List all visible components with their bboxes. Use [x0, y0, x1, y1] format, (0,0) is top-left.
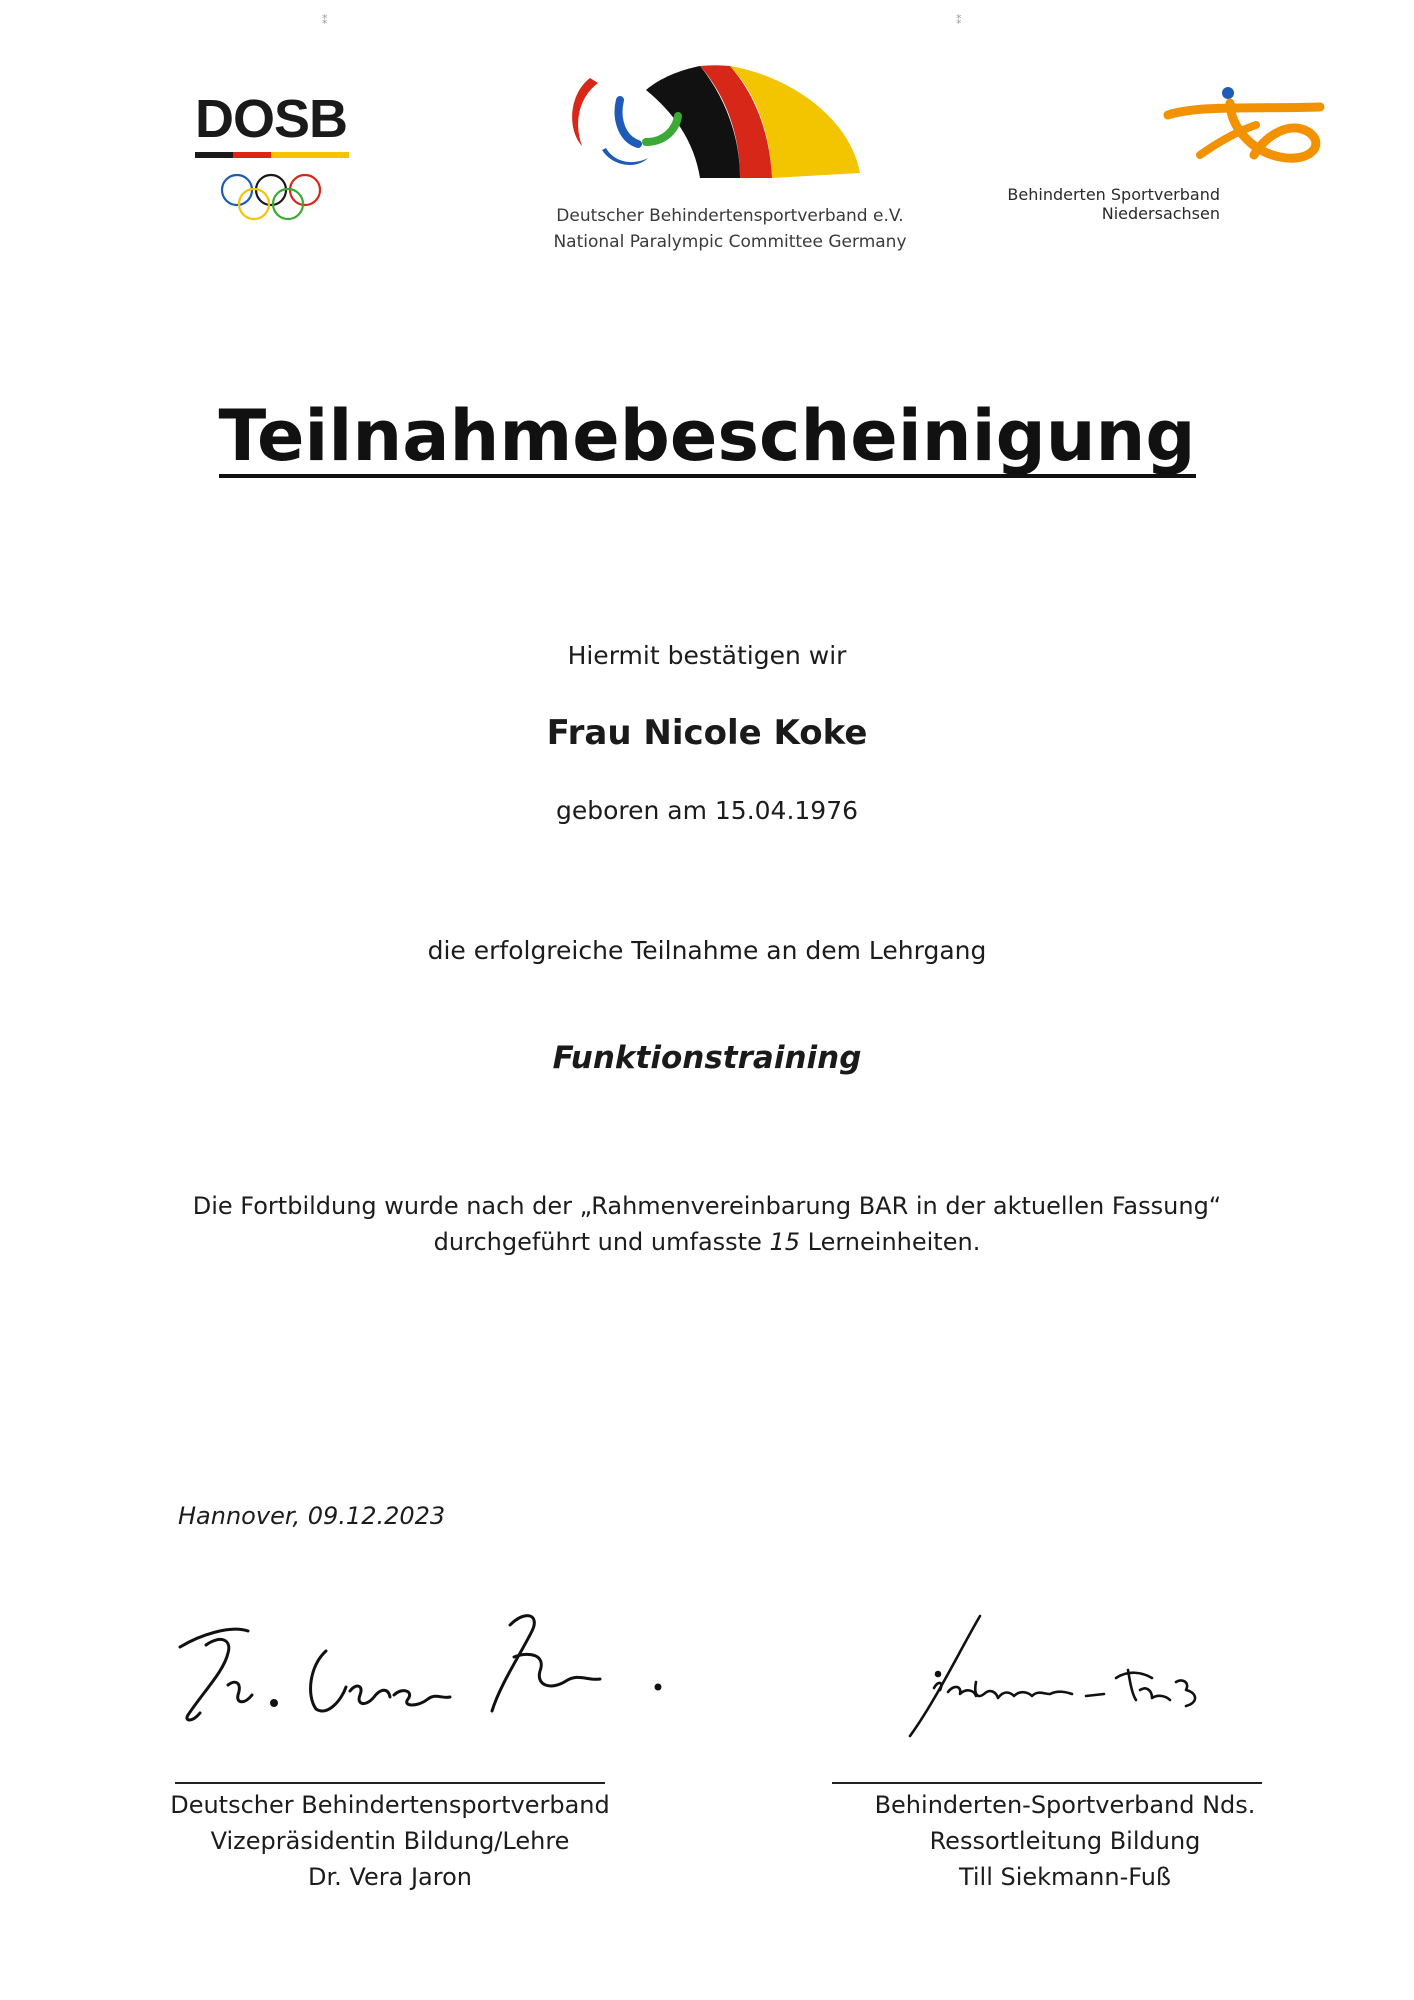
place-and-date: Hannover, 09.12.2023: [178, 1502, 446, 1530]
course-description: [0, 1188, 1414, 1260]
signature-left-image: [170, 1595, 670, 1745]
punch-mark: ⁑: [322, 14, 328, 27]
course-description-line2: [0, 1224, 1414, 1260]
signature-left-line3: Dr. Vera Jaron: [308, 1863, 472, 1891]
intro-text: Hiermit bestätigen wir: [567, 641, 847, 670]
signature-right-line1: Behinderten-Sportverband Nds.: [874, 1791, 1256, 1819]
signature-line-left: [175, 1782, 605, 1784]
signature-left-line2: Vizepräsidentin Bildung/Lehre: [210, 1827, 570, 1855]
signature-left-line1: Deutscher Behindertensportverband: [170, 1791, 610, 1819]
course-description-line2-start: durchgeführt und umfasste: [433, 1228, 770, 1256]
course-name: Funktionstraining: [552, 1040, 862, 1076]
bsn-caption: [990, 185, 1220, 223]
bsn-logo: [1160, 85, 1330, 180]
signature-block-right: [820, 1787, 1310, 1895]
dbs-caption: [540, 203, 920, 255]
participation-text: die erfolgreiche Teilnahme an dem Lehrgang: [427, 936, 987, 965]
dbs-paralympic-logo: [560, 58, 920, 188]
signature-block-left: [145, 1787, 635, 1895]
course-description-line2-end: Lerneinheiten.: [800, 1228, 981, 1256]
certificate-title: [0, 395, 1414, 478]
olympic-rings-icon: [195, 150, 355, 230]
punch-mark: ⁑: [956, 14, 962, 27]
birth-date-text: geboren am 15.04.1976: [555, 796, 859, 825]
dbs-caption-line2: National Paralympic Committee Germany: [553, 232, 907, 252]
signature-line-right: [832, 1782, 1262, 1784]
bsn-caption-line1: Behinderten Sportverband: [1007, 185, 1220, 204]
participant-name: Frau Nicole Koke: [546, 713, 868, 753]
dosb-logo-text: DOSB: [195, 89, 348, 149]
dosb-logo: [195, 89, 355, 227]
signature-right-image: [890, 1610, 1230, 1740]
signature-right-line2: Ressortleitung Bildung: [929, 1827, 1201, 1855]
bsn-caption-line2: Niedersachsen: [1101, 204, 1220, 223]
signature-right-line3: Till Siekmann-Fuß: [958, 1863, 1172, 1891]
certificate-title-text: Teilnahmebescheinigung: [218, 395, 1196, 477]
course-description-line1: Die Fortbildung wurde nach der „Rahmenvereinbarung BAR in der aktuellen Fassung“: [192, 1192, 1222, 1220]
learning-units-count: 15: [769, 1228, 801, 1256]
dbs-caption-line1: Deutscher Behindertensportverband e.V.: [556, 206, 904, 226]
